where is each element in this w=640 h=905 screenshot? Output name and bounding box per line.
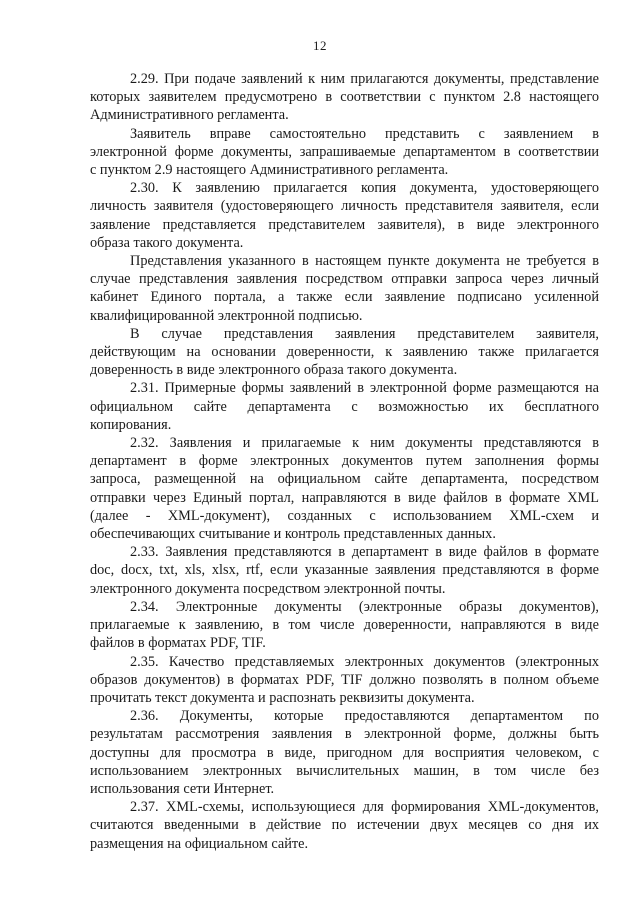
text-line: использования сети Интернет. [90, 780, 275, 797]
paragraph-p-2-37 [90, 798, 599, 853]
text-line: 2.35. Качество представляемых электронных документов (электронных [130, 653, 599, 670]
text-line: В случае представления заявления представителем заявителя, [130, 325, 599, 342]
text-line: действующим на основании доверенности, к заявлению также прилагается [90, 344, 599, 361]
text-line: доверенность в виде электронного образа такого документа. [90, 362, 458, 379]
text-line: обеспечивающих считывание и контроль представленных данных. [90, 526, 496, 543]
text-line: Административного регламента. [90, 107, 289, 124]
text-line: 2.30. К заявлению прилагается копия документа, удостоверяющего [130, 180, 599, 197]
text-line: прилагаемые к заявлению, в том числе доверенности, направляются в виде [90, 617, 599, 634]
text-line: 2.29. При подаче заявлений к ним прилагаются документы, представление [130, 71, 599, 87]
text-line: доступны для просмотра в виде, пригодном для восприятия человеком, с [90, 744, 599, 761]
text-line: 2.33. Заявления представляются в департамент в виде файлов в формате [130, 544, 599, 561]
paragraph-p-2-30-c [90, 325, 599, 380]
text-line: файлов в форматах PDF, TIF. [90, 635, 266, 652]
paragraph-p-2-29-a [90, 70, 599, 125]
text-line: использованием электронных вычислительных машин, в том числе без [90, 762, 599, 779]
paragraph-p-2-33 [90, 543, 599, 598]
paragraph-p-2-34 [90, 598, 599, 653]
text-line: официальном сайте департамента с возможностью их бесплатного [90, 398, 599, 415]
text-line: заявление представляется представителем заявителя), в виде электронного [90, 216, 599, 233]
text-line: Представления указанного в настоящем пункте документа не требуется в [130, 253, 599, 270]
text-line: электронного документа посредством электронной почты. [90, 580, 446, 597]
text-line: квалифицированной электронной подписью. [90, 307, 363, 324]
text-line: запроса, размещенной на официальном сайте департамента, посредством [90, 471, 599, 488]
text-line: случае представления заявления посредством отправки запроса через личный [90, 271, 599, 288]
text-line: образов документов) в форматах PDF, TIF должно позволять в полном объеме [90, 671, 599, 688]
paragraph-p-2-35 [90, 653, 599, 708]
paragraph-p-2-29-b [90, 125, 599, 180]
text-line: электронной форме документы, запрашиваемые департаментом в соответствии [90, 143, 599, 160]
text-line: 2.36. Документы, которые предоставляются департаментом по [130, 708, 599, 725]
text-line: отправки через Единый портал, направляются в виде файлов в формате XML [90, 489, 599, 506]
paragraph-p-2-31 [90, 379, 599, 434]
paragraph-p-2-30-a [90, 179, 599, 252]
text-line: департамент в форме электронных документов путем заполнения формы [90, 453, 599, 470]
page-number: 12 [313, 38, 327, 53]
text-line: 2.37. XML-схемы, использующиеся для формирования XML-документов, [130, 799, 599, 816]
text-line: размещения на официальном сайте. [90, 835, 309, 852]
text-line: считаются введенными в действие по истечении двух месяцев со дня их [90, 817, 599, 834]
text-line: копирования. [90, 416, 172, 433]
paragraph-p-2-36 [90, 707, 599, 798]
text-line: Заявитель вправе самостоятельно представить с заявлением в [130, 125, 599, 142]
text-line: 2.31. Примерные формы заявлений в электронной форме размещаются на [130, 380, 599, 397]
paragraph-p-2-30-b [90, 252, 599, 325]
text-line: doc, docx, txt, xls, xlsx, rtf, если указанные заявления представляются в форме [90, 562, 599, 579]
text-line: образа такого документа. [90, 234, 244, 251]
text-line: 2.34. Электронные документы (электронные образы документов), [130, 598, 599, 615]
paragraph-p-2-32 [90, 434, 599, 543]
text-line: с пунктом 2.9 настоящего Административного регламента. [90, 162, 449, 179]
text-line: прочитать текст документа и распознать реквизиты документа. [90, 689, 475, 706]
text-line: (далее - XML-документ), созданных с использованием XML-схем и [90, 507, 599, 524]
text-line: личность заявителя (удостоверяющего личность представителя заявителя, если [90, 198, 599, 215]
text-line: кабинет Единого портала, а также если заявление подписано усиленной [90, 289, 599, 306]
text-line: результатам рассмотрения заявления в электронной форме, должны быть [90, 726, 599, 743]
document-body [90, 70, 599, 853]
text-line: 2.32. Заявления и прилагаемые к ним документы представляются в [130, 435, 599, 452]
text-line: которых заявителем предусмотрено в соответствии с пунктом 2.8 настоящего [90, 89, 599, 106]
